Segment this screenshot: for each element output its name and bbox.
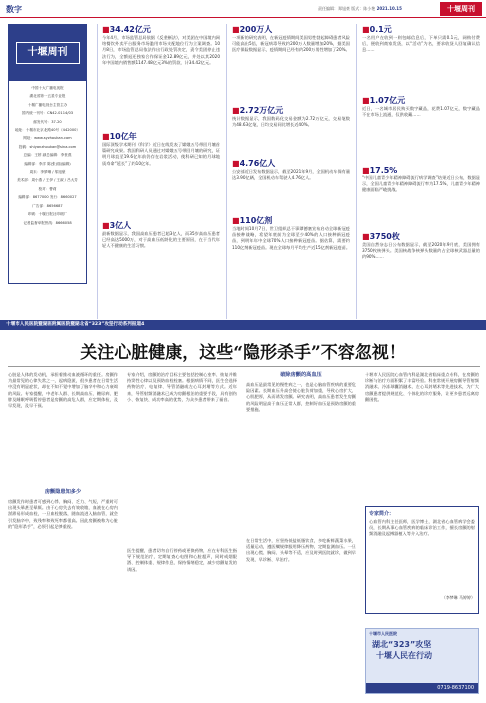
news-item — [232, 158, 350, 211]
expert-title: 专家简介： — [369, 511, 395, 517]
masthead-info-line: 总编：王婷 副总编辑：李世燕 — [23, 153, 72, 158]
paragraph: 医生提醒，患者切勿自行停药或更换药物，应在专科医生指导下规范治疗，定期复查心电图和心脏超声，同时戒烟限酒、控制体重、规律作息、保持情绪稳定，减少房颤复发的诱因。 — [127, 548, 237, 572]
layout-editor: 版式：陈小艳 — [351, 6, 376, 11]
feature-column-1 — [8, 372, 118, 694]
ad-slogan-1: 湖北“323”攻坚 — [372, 640, 432, 649]
column-divider — [356, 24, 357, 319]
masthead-info-line: 湖北省第一五星专业报 — [29, 94, 66, 99]
news-body: 国际顶级学术期刊《科学》近日在线发表了嫦娥五号带回月壤首篇研究成果。我国科研人员通过对嫦娥五号带回月壤的研究，证明月球直至19.6亿年前仍存在岩浆活动，使科研已知的月球地质寿命“延长”了约10亿年。 — [102, 142, 220, 166]
header-rule — [0, 17, 486, 18]
news-item — [362, 95, 480, 162]
masthead-info-line: 邮发代号：37-20 — [33, 119, 62, 124]
ad-hotline: 0719-8637100 — [366, 683, 478, 693]
news-body: 一名用户在收到一则包邮信息后，下单只需0.1元，网购付费后，便收到商家发货，以“活动”为名，要求收货人回复确认信息…… — [362, 35, 480, 53]
feature-column-4 — [365, 372, 479, 624]
news-figure-title: ■1.07亿元 — [362, 96, 406, 105]
news-figure-title: ■110亿剂 — [232, 216, 273, 225]
news-item — [362, 231, 480, 298]
masthead-info-line: 网址：www.syzhoukan.com — [23, 136, 72, 141]
news-item — [102, 131, 220, 216]
news-body: “中国儿童青少年精神障碍流行病学调查”结果近日公布，数据显示，全国儿童青少年精神障碍流行率为17.5%，儿童青少年精神健康面临严峻挑战。 — [362, 175, 480, 193]
news-figure-title: ■3750枚 — [362, 232, 400, 241]
news-item — [362, 24, 480, 91]
author-credit: （李梦琳 马婷婷） — [441, 595, 475, 600]
masthead-info-line: 地址：十堰市北京北路40号（442000） — [14, 128, 80, 133]
news-body: 统计数据显示，我国数码化交易金额为2.72万亿元，交易笔数为48.63亿笔，日均交易同比增长近40%。 — [232, 116, 350, 128]
expert-box — [365, 506, 479, 614]
masthead-info-line: 记者监督举报热线：8666058 — [23, 220, 72, 225]
masthead-logo: 十堰周刊 — [440, 2, 482, 16]
section-name: 数字 — [6, 5, 22, 14]
news-body: 一项新的研究表明，在新冠疫情期间美国男性勃起障碍患者风险可能高出5倍，新冠病毒导致约200万人数量增加20%，据美国医疗保险数据显示，疫情期间已经有约200万男性增加了20%。 — [232, 35, 350, 53]
masthead-info-line: 十堰广播电视台主管主办 — [27, 102, 68, 107]
news-body: 美国自然杂志日公布数据显示，截至2020年9月底，美国拥有3750枚核弹头。美国核战争核弹头数量约占全球核武器总量的约90%…… — [362, 242, 480, 260]
headline-rule — [8, 366, 480, 367]
feature-column-3 — [246, 372, 356, 694]
news-figure-title: ■0.1元 — [362, 25, 392, 34]
news-body: 今年4月，市场监管总局依据《反垄断法》，对美团在中国境内网络餐饮外卖平台服务市场滥用市场支配地位行为立案调查。10月8日，市场监管总局依法作出行政处罚决定，责令美团停止违法行为，全额退还独家合作保证金12.89亿元，并处以其2020年中国境内销售额1147.48亿元3%的罚款，计34.42亿元。 — [102, 35, 220, 65]
issue-date: 2021.10.15 — [376, 6, 402, 11]
masthead-info-line: 编辑部：李洋 陈(张)瑞(编辑) — [24, 161, 71, 166]
expert-text: 心血管内科主任医师，医学博士，湖北省心血管病学会委员，长期从事心血管疾病的临床诊治工作，擅长房颤的射频消融及起搏器植入等介入治疗。 — [369, 519, 475, 537]
news-figure-title: ■3亿人 — [102, 221, 132, 230]
news-item — [232, 24, 350, 101]
subheading-afib: 房颤隐患知多少 — [44, 489, 82, 495]
news-figure-title: ■200万人 — [232, 25, 273, 34]
news-body: 最新数据显示，我国高血压患者已超3亿人，而35岁高血压患者已经高达5000万，对于高血压低龄化的主要原因，在于当代年轻人不健康的生活习惯。 — [102, 231, 220, 249]
news-item — [102, 24, 220, 127]
paragraph: 专家介绍，房颤的治疗目标主要包括控制心室率、恢复并维持窦性心律以及预防血栓栓塞。根据病情不同，医生会选择药物治疗、电复律、导管消融或左心耳封堵等方式。近年来，导管射频消融术已成为房颤根治的重要手段，具有创伤小、恢复快、成功率高的优势，为众多患者带来了福音。 — [127, 372, 237, 402]
masthead-info-line: 编辑部：8677000 发行：8660027 — [18, 195, 77, 200]
masthead-info-line: 国内统一刊号：CN42-0114/03 — [21, 111, 74, 116]
masthead-info-line: 周末：李梦琳 / 邬旭豪 — [29, 170, 66, 175]
paragraph: 在日常生活中，应坚持低盐低脂饮食，多吃新鲜蔬菜水果，适量运动，遵医嘱规律服用降压药物，定期监测血压。一旦出现心慌、胸闷、头晕等不适，应及时到医院就诊，做到早发现、早诊断、早治疗。 — [246, 538, 356, 562]
column-divider — [97, 24, 98, 319]
news-body: 近日，一名城市居民购买数字藏品，花费1.07亿元，数字藏品不在市场上流通，仅供收藏…… — [362, 106, 480, 118]
series-banner: 十堰市人民医院暨湖医附属医院暨湖北省“323”攻坚行动系列报道4 — [0, 320, 486, 330]
news-item — [362, 166, 480, 227]
column-divider — [226, 24, 227, 319]
paragraph: 心脏是人体的发动机，承担着推动血液循环的重任。房颤作为最常见的心律失常之一，起病隐匿，很多患者在日常生活中没有明显症状，却在不知不觉中增加了脑卒中和心力衰竭的风险。专家提醒，中老年人群、长期高血压、糖尿病、肥胖及睡眠呼吸暂停患者是房颤的高危人群，应定期体检，及早发现，及早干预。 — [8, 372, 118, 409]
news-figure-title: ■10亿年 — [102, 132, 137, 141]
masthead-info-line: 投稿：shiyanzhoukan@sina.com — [18, 144, 77, 149]
news-item — [232, 105, 350, 154]
masthead-info-line: 广告部：8656687 — [32, 203, 63, 208]
editor: 责任编辑：郑旭豪 — [318, 6, 350, 11]
feature-headline: 关注心脏健康，这些“隐形杀手”不容忽视！ — [80, 343, 406, 363]
masthead-info-line: 中国十大广播电视报 — [31, 86, 64, 90]
news-column-2 — [232, 24, 350, 314]
editor-credit — [318, 6, 402, 12]
ad-slogan-2: 十堰人民在行动 — [376, 651, 432, 660]
masthead-info-line: 校对：曹莉 — [38, 186, 57, 191]
masthead-info — [9, 81, 86, 230]
subheading-hypertension: 破除房颤的高血压 — [280, 372, 322, 378]
paragraph: 十堰市人民医院心血管内科是湖北省临床重点专科，在房颤的诊断与治疗方面积累了丰富经验。科室常规开展房颤导管射频消融术、冷冻球囊消融术、左心耳封堵术等先进技术，为广大房颤患者提供规范化、个体化的诊疗服务，让更多患者远离房颤困扰。 — [365, 372, 479, 402]
news-figure-title: ■17.5% — [362, 166, 398, 175]
feature-column-2 — [127, 372, 237, 694]
paragraph: 高血压是最常见的慢性病之一，也是心脑血管疾病的重要危险因素。长期血压升高会使心脏负荷加重，导致心房扩大、心肌肥厚，从而诱发房颤。研究表明，高血压患者发生房颤的风险明显高于血压正常人群，控制好血压是预防房颤的重要措施。 — [246, 382, 356, 412]
hospital-ad — [365, 628, 479, 694]
news-column-3 — [362, 24, 480, 302]
news-item — [102, 220, 220, 291]
news-figure-title: ■34.42亿元 — [102, 25, 151, 34]
ad-hospital: 十堰市人民医院 — [369, 631, 397, 636]
paragraph: 房颤发作时患者可感到心悸、胸闷、乏力、气短，严重时可出现头晕甚至晕厥。由于心房失去有效收缩，血液在心房内淤滞易形成血栓，一旦血栓脱落，随血流进入脑血管，就会引发脑卒中，致残率和致死率都很高。因此房颤被称为心脏的“隐形杀手”，必须引起足够重视。 — [8, 499, 118, 529]
masthead-info-line: 印刷：十堰日报社印刷厂 — [27, 212, 68, 217]
masthead-info-line: 美术部：周小燕 / 王伊 / 王淑 / 吕大芳 — [17, 178, 78, 183]
masthead-panel — [8, 24, 87, 284]
news-item — [232, 215, 350, 310]
news-body: 公安部近日发布数据显示，截至2021年9月，全国机动车保有量达3.90亿辆，全国机动车驾驶人4.76亿人。 — [232, 169, 350, 181]
news-body: 当地时间10月7日，世卫组织总干事谭德塞宣布启动全球新冠疫苗接种战略，希望年底前为全球至少40%的人口接种新冠疫苗，到明年年中全球70%人口接种新冠疫苗。据估算，需要约110亿剂新冠疫苗。现在全球每月平均生产近15亿剂新冠疫苗。 — [232, 226, 350, 250]
news-figure-title: ■2.72万亿元 — [232, 106, 284, 115]
news-column-1 — [102, 24, 220, 295]
news-figure-title: ■4.76亿人 — [232, 159, 276, 168]
masthead-title: 十堰周刊 — [16, 42, 80, 64]
masthead-block — [9, 25, 86, 81]
